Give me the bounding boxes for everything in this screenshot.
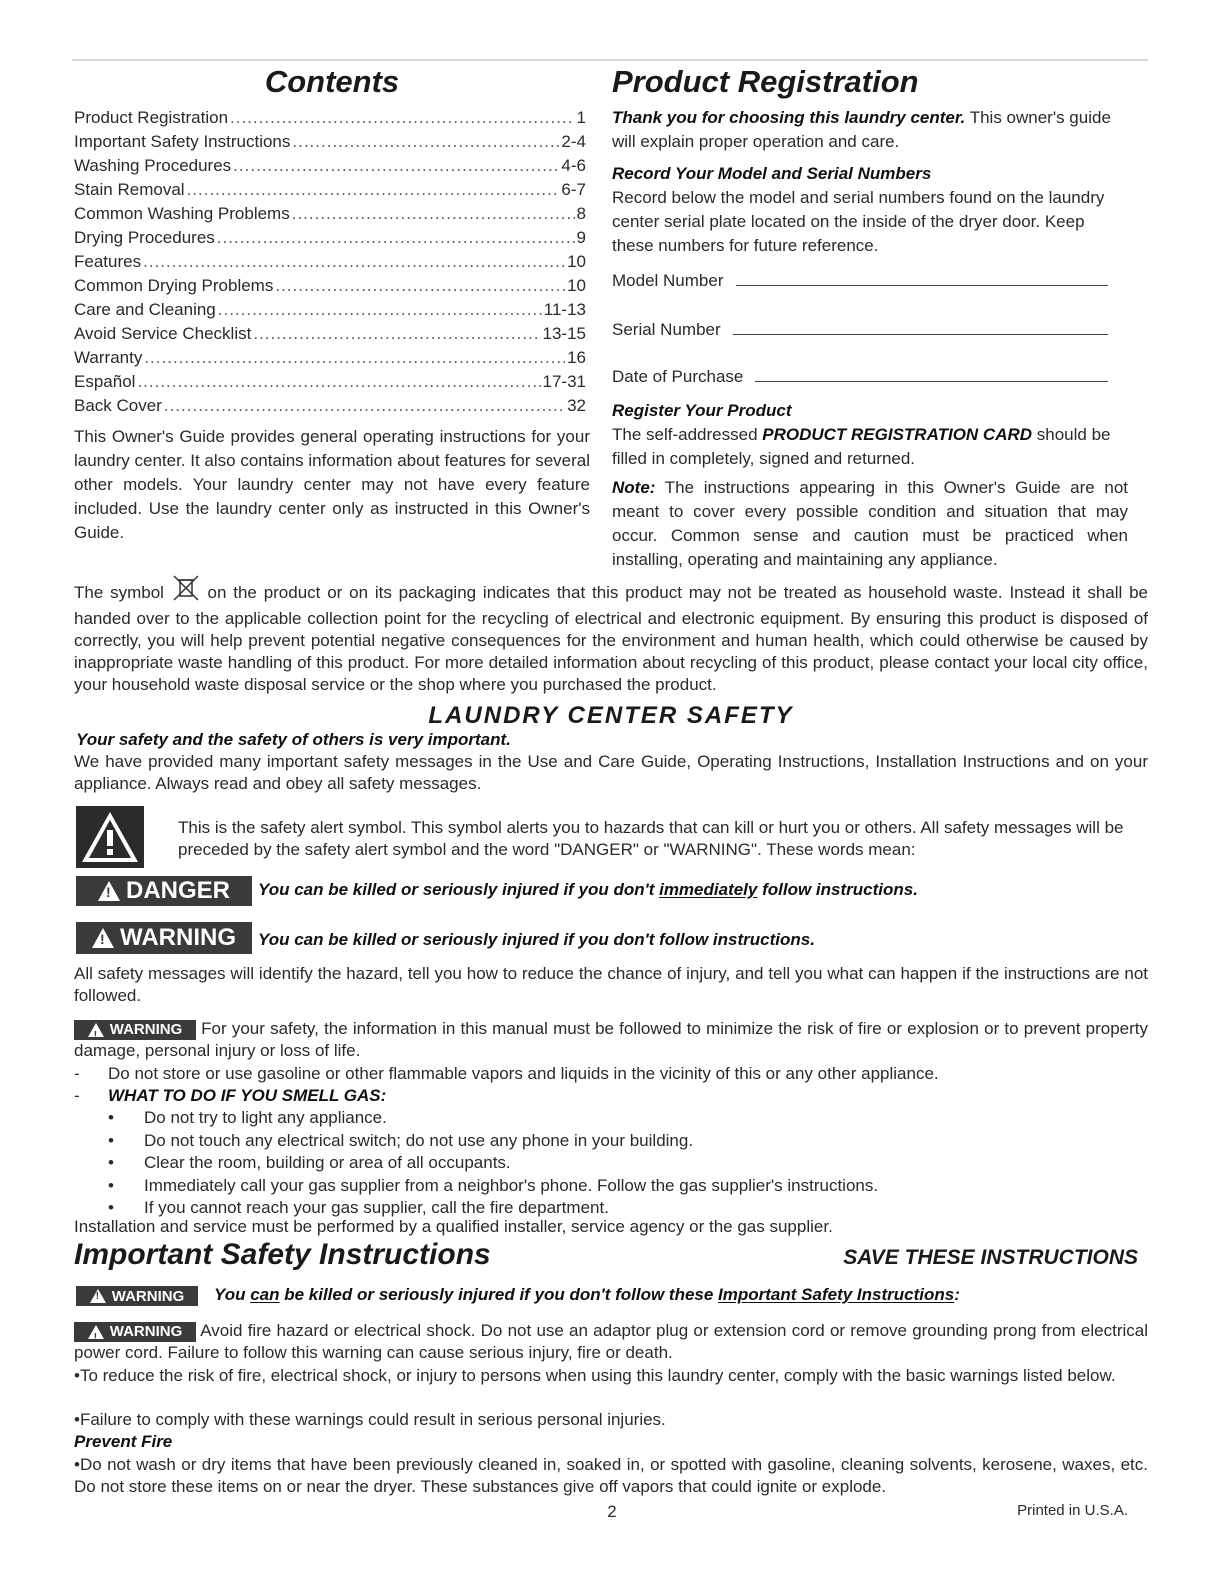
danger-post: follow instructions. <box>757 880 918 899</box>
toc-leader <box>187 178 560 202</box>
toc-label: Español <box>74 372 136 391</box>
toc-page: 1 <box>576 108 586 127</box>
warning-badge <box>74 1322 196 1342</box>
bullet-dot: • <box>108 1198 114 1217</box>
toc-leader <box>217 226 575 250</box>
toc-row <box>74 202 586 226</box>
toc-page: 13-15 <box>542 324 586 343</box>
toc-page: 6-7 <box>561 180 586 199</box>
toc-row <box>74 106 586 130</box>
note-text <box>612 476 1128 572</box>
danger-pre: You can be killed or seriously injured if you don't <box>258 880 660 899</box>
weee-post: on the product or on its packaging indicates that this product may not be treated as household waste. Instead it shall be handed over to the applicable collection point for the recycling of electrical and electronic equipment. By ensuring this product is disposed of correctly, you will help prevent potential negative consequences for the environment and human health, which could otherwise be caused by inappropriate waste handling of this product. For more detailed information about recycling of this product, please contact your local city office, your household waste disposal service or the shop where you purchased the product. <box>74 583 1148 694</box>
toc-page: 10 <box>567 252 586 271</box>
model-number-label: Model Number <box>612 271 724 290</box>
toc-row <box>74 274 586 298</box>
toc-label: Avoid Service Checklist <box>74 324 252 343</box>
date-of-purchase-field[interactable] <box>612 365 1128 389</box>
table-of-contents <box>74 106 586 418</box>
danger-banner <box>76 876 252 906</box>
isi-bullet-3: •Do not wash or dry items that have been previously cleaned in, soaked in, or spotted with gasoline, cleaning solvents, kerosene, waxes, etc. Do not store these items on or near the dryer. These substances give off vapors that could ignite or explode. <box>74 1455 1148 1496</box>
gas-bullet-text: Immediately call your gas supplier from a neighbor's phone. Follow the gas supplier's instructions. <box>144 1175 879 1195</box>
warning-badge <box>76 1286 198 1306</box>
toc-row <box>74 178 586 202</box>
dash-item-text: Do not store or use gasoline or other flammable vapors and liquids in the vicinity of this or any other appliance. <box>108 1064 939 1083</box>
gas-bullet-item <box>108 1152 1148 1175</box>
page-number: 2 <box>607 1502 617 1521</box>
toc-label: Product Registration <box>74 108 229 127</box>
register-post: should be filled in completely, signed and returned. <box>612 425 1111 468</box>
serial-number-label: Serial Number <box>612 320 721 339</box>
gas-bullet-item <box>108 1107 1148 1130</box>
toc-leader <box>218 298 542 322</box>
toc-row <box>74 346 586 370</box>
toc-leader <box>292 130 559 154</box>
electrical-warning-paragraph <box>74 1320 1148 1364</box>
record-text: Record below the model and serial numbers found on the laundry center serial plate located on the inside of the dryer door. Keep these numbers for future reference. <box>612 188 1105 255</box>
toc-page: 11-13 <box>543 300 586 319</box>
gas-bullet-text: Clear the room, building or area of all occupants. <box>144 1153 511 1172</box>
thanks-bold: Thank you for choosing this laundry center. <box>612 108 966 127</box>
toc-leader <box>144 346 565 370</box>
isi-bullet-1: •To reduce the risk of fire, electrical shock, or injury to persons when using this laundry center, comply with the basic warnings listed below. <box>74 1366 1116 1385</box>
danger-word: DANGER <box>125 877 230 904</box>
printed-in: Printed in U.S.A. <box>1017 1502 1128 1519</box>
isi-bullet-2: •Failure to comply with these warnings could result in serious personal injuries. <box>74 1410 666 1429</box>
isi-warning-message <box>214 1285 960 1305</box>
dash-marker: - <box>74 1064 80 1083</box>
fire-warning-paragraph <box>74 1018 1148 1062</box>
record-heading: Record Your Model and Serial Numbers <box>612 164 932 183</box>
toc-row <box>74 154 586 178</box>
toc-label: Warranty <box>74 348 143 367</box>
warning-triangle-icon <box>98 881 120 901</box>
toc-label: Important Safety Instructions <box>74 132 291 151</box>
toc-label: Care and Cleaning <box>74 300 216 319</box>
toc-page: 8 <box>576 204 586 223</box>
warning-banner <box>76 922 252 954</box>
installation-note: Installation and service must be performed by a qualified installer, service agency or the gas supplier. <box>74 1217 833 1236</box>
toc-leader <box>233 154 559 178</box>
toc-leader <box>164 394 565 418</box>
registration-thanks <box>612 106 1128 154</box>
toc-row <box>74 226 586 250</box>
date-of-purchase-line[interactable] <box>755 367 1108 382</box>
serial-number-line[interactable] <box>733 320 1108 335</box>
top-rule <box>72 59 1148 61</box>
toc-row <box>74 130 586 154</box>
toc-label: Drying Procedures <box>74 228 215 247</box>
warning-triangle-icon <box>90 1289 106 1303</box>
toc-page: 32 <box>567 396 586 415</box>
danger-message <box>258 880 918 900</box>
alert-triangle-icon <box>76 806 144 868</box>
warning-message: You can be killed or seriously injured if you don't follow instructions. <box>258 930 815 949</box>
thanks-rest: This owner's guide will explain proper operation and care. <box>612 108 1111 151</box>
dash-list <box>74 1063 1148 1107</box>
toc-leader <box>292 202 575 226</box>
bullet-dot: • <box>108 1153 114 1172</box>
warning-badge-word: WARNING <box>109 1323 183 1340</box>
safety-alert-symbol <box>76 806 144 868</box>
toc-leader <box>253 322 540 346</box>
toc-label: Features <box>74 252 142 271</box>
laundry-center-safety-heading: LAUNDRY CENTER SAFETY <box>428 702 794 729</box>
serial-number-field[interactable] <box>612 318 1128 342</box>
safety-identify-text: All safety messages will identify the hazard, tell you how to reduce the chance of injury, and tell you what can happen if the instructions are not followed. <box>74 964 1148 1005</box>
gas-bullet-text: Do not try to light any appliance. <box>144 1108 387 1127</box>
toc-label: Stain Removal <box>74 180 185 199</box>
contents-heading: Contents <box>264 64 400 99</box>
date-of-purchase-label: Date of Purchase <box>612 367 744 386</box>
toc-page: 9 <box>576 228 586 247</box>
bullet-dot: • <box>108 1130 114 1150</box>
gas-bullet-list <box>108 1107 1148 1220</box>
warning-triangle-icon <box>88 1023 104 1037</box>
product-registration-heading: Product Registration <box>612 64 919 99</box>
registration-card-name: PRODUCT REGISTRATION CARD <box>762 425 1033 444</box>
model-number-line[interactable] <box>736 271 1109 286</box>
warning-badge-word: WARNING <box>109 1021 183 1038</box>
toc-label: Common Drying Problems <box>74 276 274 295</box>
warning-badge-word: WARNING <box>111 1287 185 1305</box>
warning-triangle-icon <box>92 928 114 948</box>
toc-page: 2-4 <box>561 132 586 151</box>
smell-gas-heading: WHAT TO DO IF YOU SMELL GAS: <box>108 1086 387 1105</box>
note-body: The instructions appearing in this Owner's Guide are not meant to cover every possible condition and situation that may occur. Common sense and caution must be practiced when installing, operating and maintaining any appliance. <box>612 478 1128 569</box>
toc-leader <box>275 274 565 298</box>
toc-label: Washing Procedures <box>74 156 232 175</box>
gas-bullet-item <box>108 1130 1148 1153</box>
toc-leader <box>143 250 565 274</box>
note-label: Note: <box>612 478 656 497</box>
safety-intro: We have provided many important safety messages in the Use and Care Guide, Operating Instructions, Installation Instructions and on your appliance. Always read and obey all safety messages. <box>74 752 1148 793</box>
dash-item <box>74 1063 1148 1085</box>
register-heading: Register Your Product <box>612 401 792 420</box>
toc-row <box>74 250 586 274</box>
electrical-warning-text: Avoid fire hazard or electrical shock. Do not use an adaptor plug or extension cord or remove grounding prong from electrical power cord. Failure to follow this warning can cause serious injury, fire or death. <box>74 1321 1148 1362</box>
gas-bullet-item <box>108 1175 1148 1198</box>
toc-leader <box>137 370 540 394</box>
bullet-dot: • <box>108 1108 114 1127</box>
toc-row <box>74 370 586 394</box>
toc-leader <box>230 106 575 130</box>
toc-page: 10 <box>567 276 586 295</box>
dash-marker: - <box>74 1086 80 1105</box>
crossed-bin-icon <box>171 574 201 608</box>
prevent-fire-heading: Prevent Fire <box>74 1432 173 1451</box>
isi-w1-pre: You <box>214 1285 251 1304</box>
toc-row <box>74 394 586 418</box>
weee-paragraph <box>74 574 1148 696</box>
isi-w1-underlined: Important Safety Instructions <box>718 1285 955 1304</box>
danger-underlined: immediately <box>659 880 758 899</box>
toc-row <box>74 298 586 322</box>
isi-w1-can: can <box>250 1285 280 1304</box>
gas-bullet-text: Do not touch any electrical switch; do not use any phone in your building. <box>144 1130 694 1150</box>
toc-page: 4-6 <box>561 156 586 175</box>
dash-item <box>74 1085 1148 1107</box>
fire-warning-text: For your safety, the information in this manual must be followed to minimize the risk of fire or explosion or to prevent property damage, personal injury or loss of life. <box>74 1019 1148 1060</box>
toc-label: Common Washing Problems <box>74 204 290 223</box>
safety-important: Your safety and the safety of others is very important. <box>76 730 511 749</box>
weee-pre: The symbol <box>74 583 171 602</box>
register-text <box>612 423 1128 471</box>
toc-page: 17-31 <box>542 372 586 391</box>
warning-badge <box>74 1020 196 1040</box>
toc-row <box>74 322 586 346</box>
warning-word: WARNING <box>120 924 236 951</box>
contents-intro: This Owner's Guide provides general operating instructions for your laundry center. It also contains information about features for several other models. Your laundry center may not have every feature included. Use the laundry center only as instructed in this Owner's Guide. <box>74 427 590 542</box>
model-number-field[interactable] <box>612 269 1128 293</box>
save-these-instructions: SAVE THESE INSTRUCTIONS <box>843 1246 1138 1269</box>
gas-bullet-text: If you cannot reach your gas supplier, call the fire department. <box>144 1198 609 1217</box>
isi-w1-colon: : <box>954 1285 960 1304</box>
warning-triangle-icon <box>88 1325 104 1339</box>
toc-label: Back Cover <box>74 396 162 415</box>
important-safety-instructions-heading: Important Safety Instructions <box>74 1238 491 1271</box>
bullet-dot: • <box>108 1175 114 1195</box>
toc-page: 16 <box>567 348 586 367</box>
isi-w1-mid: be killed or seriously injured if you don't follow these <box>279 1285 719 1304</box>
register-pre: The self-addressed <box>612 425 763 444</box>
alert-symbol-text: This is the safety alert symbol. This symbol alerts you to hazards that can kill or hurt you or others. All safety messages will be preceded by the safety alert symbol and the word "DANGER" or "WARNING". These words mean: <box>178 818 1124 859</box>
